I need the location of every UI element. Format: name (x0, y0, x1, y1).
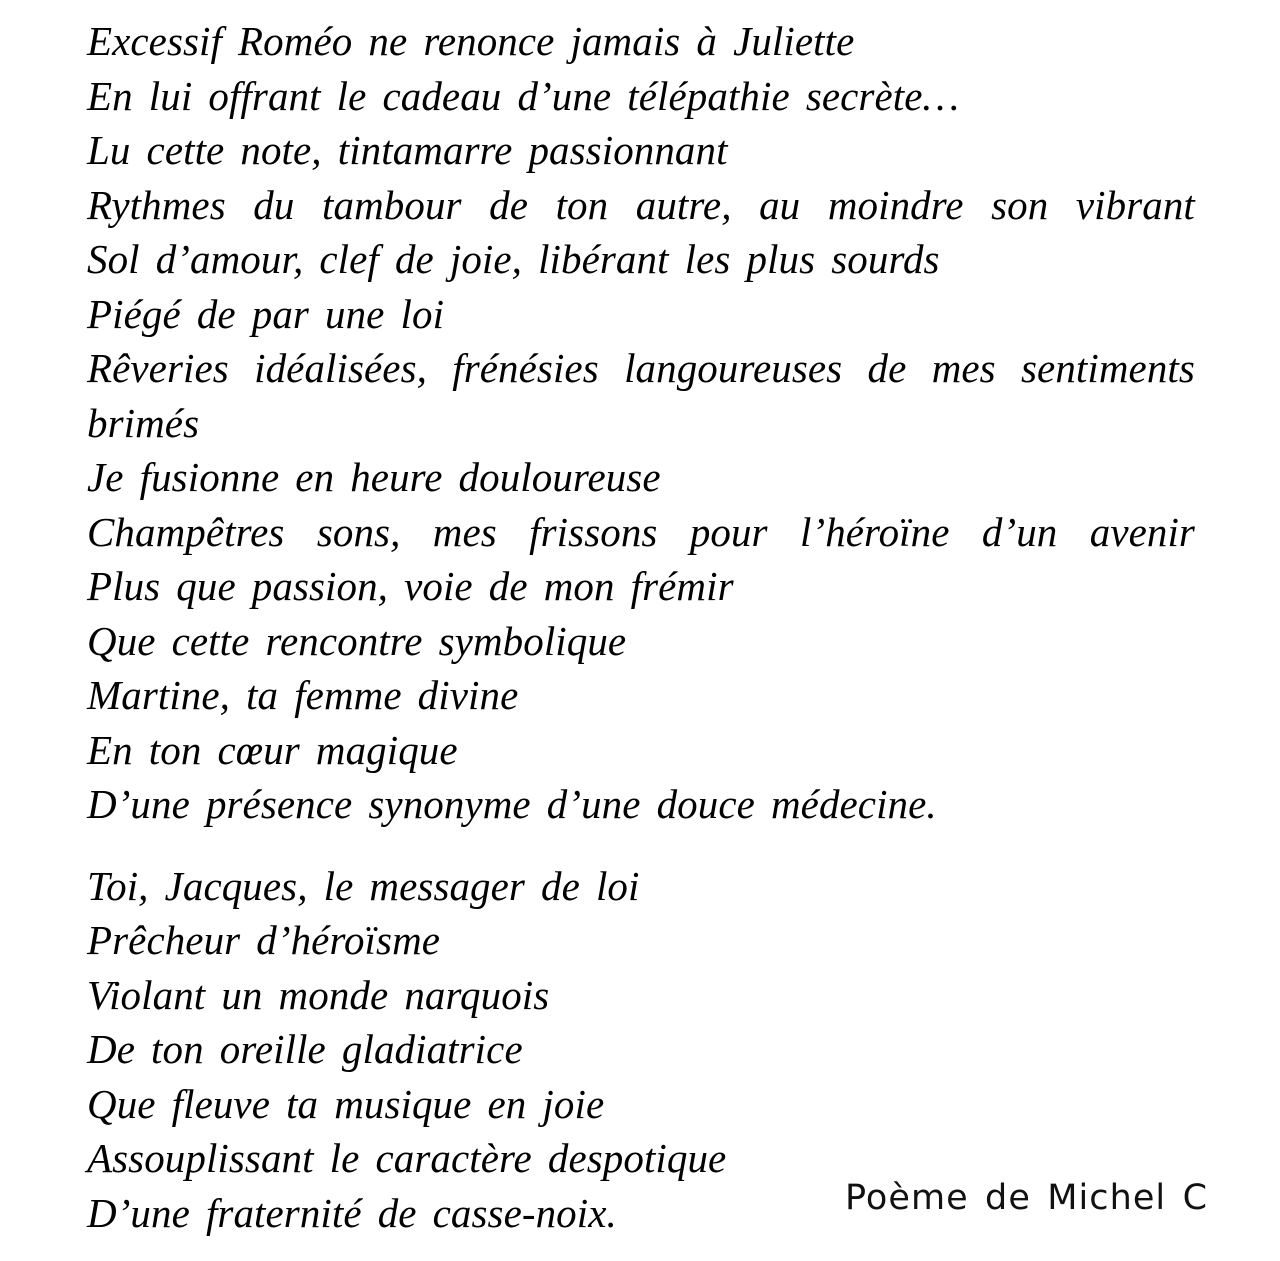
poem-word: idéalisées, (254, 345, 427, 391)
poem-word: sons, (316, 508, 401, 555)
poem-word: son (991, 181, 1049, 228)
poem-word: Rêveries (87, 345, 229, 391)
poem-word: autre, (635, 181, 732, 228)
poem-line: Assouplissant le caractère despotique (87, 1135, 727, 1181)
poem-line: Que cette rencontre symbolique (87, 617, 627, 664)
poem-word: avenir (1089, 508, 1195, 555)
signature: Poème de Michel C (845, 1178, 1209, 1218)
poem-word: l’héroïne (799, 508, 950, 555)
poem-line: brimés (87, 399, 200, 446)
poem-line: Toi, Jacques, le messager de loi (87, 862, 640, 909)
poem-word: mes (931, 345, 996, 391)
poem-line: D’une fraternité de casse-noix. (87, 1189, 617, 1236)
poem-line: Excessif Roméo ne renonce jamais à Juliette (87, 18, 855, 64)
poem-word: d’un (981, 508, 1058, 555)
poem-line: Martine, ta femme divine (87, 672, 519, 718)
poem-word: du (253, 181, 295, 228)
poem-line: Que fleuve ta musique en joie (87, 1080, 605, 1127)
poem-word: sentiments (1021, 345, 1195, 391)
poem-stanza-1 (87, 14, 1195, 832)
poem-word: Champêtres (87, 508, 285, 555)
poem-line (87, 178, 1195, 233)
poem-word: Rythmes (87, 181, 226, 228)
poem-word: ton (555, 181, 609, 228)
poem-line: De ton oreille gladiatrice (87, 1026, 523, 1072)
poem-word: au (759, 181, 801, 228)
poem-line: En lui offrant le cadeau d’une télépathie secrète… (87, 72, 960, 119)
poem-word: frénésies (452, 345, 599, 391)
poem-word: frissons (529, 508, 658, 555)
poem-line: Plus que passion, voie de mon frémir (87, 563, 734, 609)
poem-word: vibrant (1075, 181, 1195, 228)
poem-line: Piégé de par une loi (87, 290, 445, 337)
poem-word: moindre (827, 181, 964, 228)
poem-line: Je fusionne en heure douloureuse (87, 454, 661, 500)
poem-word: mes (432, 508, 497, 555)
poem-line: Violant un monde narquois (87, 971, 550, 1018)
poem-line: Lu cette note, tintamarre passionnant (87, 127, 728, 173)
poem-word: langoureuses (624, 345, 843, 391)
poem-line (87, 505, 1195, 560)
poem-word: de (867, 345, 907, 391)
poem-word: pour (689, 508, 768, 555)
poem-word: tambour (322, 181, 462, 228)
poem-line: D’une présence synonyme d’une douce médecine. (87, 781, 937, 827)
poem-word: de (489, 181, 528, 228)
poem-line: En ton cœur magique (87, 726, 458, 773)
poem-line (87, 341, 1195, 396)
poem-line: Sol d’amour, clef de joie, libérant les plus sourds (87, 236, 940, 282)
poem-line: Prêcheur d’héroïsme (87, 917, 441, 963)
